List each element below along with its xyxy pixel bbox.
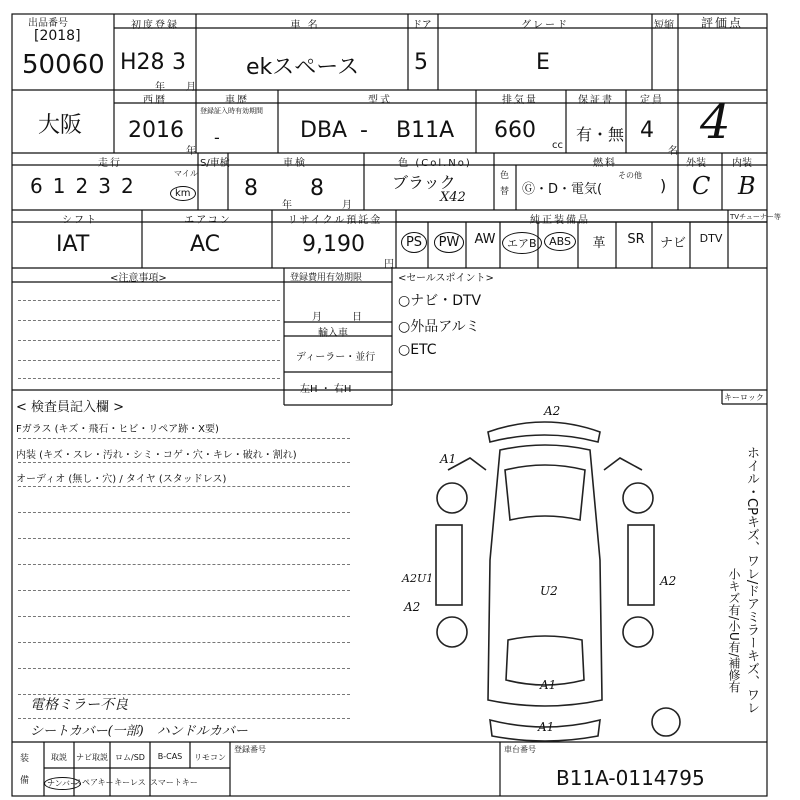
footer-item: リモコン [194,753,226,762]
mark-front-bumper: A2 [544,404,561,418]
warranty-label: 保証書 [578,95,614,106]
footer-item-label: スマートキー [150,778,198,787]
month-day: 月 日 [312,312,362,323]
recycle-label: リサイクル預託金 [287,215,383,226]
fuel-other: その他 [618,171,642,180]
equipment-label: SR [627,232,645,247]
region: 大阪 [38,113,83,138]
western-year-label: 西暦 [143,95,167,106]
car-name-label: 車 名 [290,20,320,31]
equipment-item [398,232,430,253]
color-label: 色 (Col.No) [398,158,472,169]
equip-label: 装備 [20,754,30,786]
year: 2016 [128,118,184,143]
nen-label-2: 年 [186,146,196,157]
equipment-item [468,232,502,247]
aircon-label: エアコン [184,215,232,226]
dealer: ディーラー・並行 [296,352,376,363]
side-note-2: 小キズ有/小U有/補修有 [727,568,741,693]
handwritten-note-2: シートカバー(一部) ハンドルカバー [30,724,248,739]
exterior-label: 外装 [686,158,706,169]
equipment-label: DTV [699,232,723,245]
shift-label: シフト [62,215,98,226]
capacity-label: 定員 [640,95,664,106]
history-label: 車歴 [225,95,249,106]
chassis-label: 車台番号 [504,745,536,754]
inspector-line-3: オーディオ (無し・穴) / タイヤ (スタッドレス) [16,474,227,485]
sales-point-1: ○ナビ・DTV [398,293,482,309]
inspection-label: 車検 [283,158,307,169]
history-value: - [214,128,220,147]
equipment-item [430,232,468,253]
model-prefix: DBA [300,118,348,143]
mileage-digits [30,174,134,198]
fuel-close: ) [660,176,667,195]
inspection-tsuki: 月 [342,200,352,211]
equipment-label: 純正装備品 [530,215,590,226]
aircon: AC [190,232,221,257]
mileage-label: 走行 [98,158,122,169]
door-label: ドア [412,20,432,31]
grade-label: グレード [521,20,569,31]
exterior: C [692,172,711,200]
mark-right-door: A2 [660,574,677,588]
reg-expiry-label: 登録費用有効期限 [290,273,363,283]
first-reg-era: H28 [120,50,165,75]
mileage-digit: 3 [98,174,111,198]
equipment-label: AW [474,232,496,247]
equipment-label: エアB [502,232,542,254]
model-label: 型式 [368,95,392,106]
footer-item: B-CAS [157,752,183,761]
tsuki-label: 月 [186,82,196,93]
model-dash: - [360,118,368,143]
car-damage-diagram [436,422,680,741]
cc-unit: cc [552,140,563,151]
lot-number-label: 出品番号 [28,18,68,29]
sales-point-2: ○外品アルミ [398,319,480,335]
inspect-exp-label: S/車検 [200,158,230,169]
equipment-label: ABS [544,232,576,251]
equipment-label: PS [401,232,427,253]
mileage-digit: 2 [120,174,134,198]
equipment-item [654,232,692,251]
inspector-line-1: Fガラス (キズ・飛石・ヒビ・リペア跡・X要) [16,424,219,435]
score: 4 [700,94,731,150]
footer-item [74,777,114,788]
interior: B [738,172,756,200]
footer-item [110,777,150,788]
fuel-options: Ⓖ・D・電気( [522,182,603,197]
first-reg-month: 3 [172,50,186,75]
inspection-year: 8 [244,176,258,201]
grade: E [536,50,550,75]
mileage-digit: 1 [52,174,66,198]
displacement-label: 排気量 [502,95,538,106]
color-code: X42 [440,190,466,205]
yen-unit: 円 [384,259,394,270]
inspector-line-2: 内装 (キズ・スレ・汚れ・シミ・コゲ・穴・キレ・破れ・割れ) [16,450,297,461]
key-lock-label: キーロック [724,393,764,402]
capacity: 4 [640,118,654,143]
displacement: 660 [494,118,536,143]
equipment-item [618,232,654,247]
recycle: 9,190 [302,232,365,257]
equipment-item [580,232,618,251]
color-change-label: 色替 [500,171,510,197]
mark-rear-bumper: A1 [538,720,555,734]
footer-item-label: ナンバー [44,777,81,790]
short-label: 短縮 [654,20,674,31]
footer-item-label: スペアキー [74,778,114,787]
inspection-nen: 年 [282,200,292,211]
doors: 5 [414,50,428,75]
mei-unit: 名 [668,146,678,157]
footer-item: ナビ取説 [76,753,108,762]
equipment-label: ナビ [659,236,686,251]
year-box: [2018] [34,28,81,44]
nen-label: 年 [155,82,165,93]
mark-left-door: A2U1 [402,572,434,585]
side-note: ホイル・CPキズ、ワレ/ドアミラーキズ、ワレ [744,446,759,715]
notes-label: <注意事項> [110,273,167,284]
import-label: 輸入車 [318,328,348,339]
shift: IAT [56,232,90,257]
footer-item [44,777,79,790]
mark-front-left: A1 [440,452,457,466]
fuel-label: 燃料 [593,158,617,169]
first-reg-label: 初度登録 [131,20,179,31]
history-sub: 登録証入時有効期間 [200,107,263,115]
color: ブラック [392,173,456,192]
mileage-digit: 2 [75,174,89,198]
tv-tuner-label: TVチューナー等 [730,213,781,221]
mark-left-rear-door: A2 [404,600,421,614]
model-code: B11A [396,118,455,143]
mileage-digit: 6 [30,174,43,198]
warranty: 有・無 [576,125,625,144]
mark-rear-hatch: A1 [540,678,557,692]
sales-points-label: <セールスポイント> [398,273,494,284]
footer-item: 取説 [51,753,67,762]
equipment-item [692,232,730,245]
footer-item: ロム/SD [115,753,145,762]
footer-item-label: キーレス [114,778,146,787]
chassis-number: B11A-0114795 [556,766,705,790]
handwritten-note-1: 電格ミラー不良 [30,697,128,713]
reg-number-label: 登録番号 [234,745,266,754]
eval-label: 評価点 [700,16,743,30]
mark-roof: U2 [540,584,558,598]
inspector-title: < 検査員記入欄 > [16,400,125,415]
sales-point-3: ○ETC [398,342,437,358]
steering: 左H ・ 右H [300,384,352,395]
equipment-label: 革 [592,236,606,251]
equipment-label: PW [434,232,465,253]
inspection-month: 8 [310,176,324,201]
equipment-item [540,232,580,251]
mile-unit: マイル [174,169,198,178]
interior-label: 内装 [732,158,752,169]
footer-item [150,777,198,788]
equipment-item [502,232,540,254]
lot-number: 50060 [22,50,105,80]
car-name: ekスペース [246,55,360,80]
km-unit: km [170,186,196,201]
